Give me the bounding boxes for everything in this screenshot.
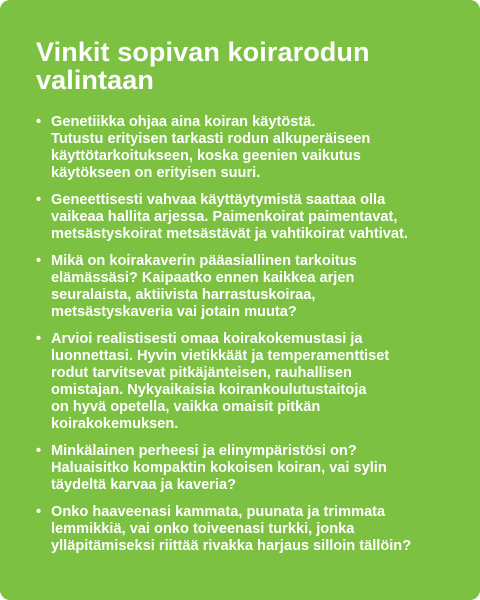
tip-text: Mikä on koirakaverin pääasiallinen tarkoitus elämässäsi? Kaipaatko ennen kaikkea arjen seuralaista, aktiivista harrastuskoiraa, metsästyskaveria vai jotain muuta?	[51, 253, 357, 320]
bullet-marker: •	[36, 192, 42, 208]
bullet-marker: •	[36, 504, 42, 520]
card-title: Vinkit sopivan koirarodun valintaan	[36, 37, 370, 95]
bullet-marker: •	[36, 114, 42, 130]
tip-item	[36, 253, 456, 321]
tip-text: Onko haaveenasi kammata, puunata ja trimmata lemmikkiä, vai onko toiveenasi turkki, jonka ylläpitämiseksi riittää rivakka harjaus silloin tällöin?	[51, 504, 412, 554]
bullet-marker: •	[36, 253, 42, 269]
tip-text: Genetiikka ohjaa aina koiran käytöstä. Tutustu erityisen tarkasti rodun alkuperäiseen käyttötarkoitukseen, koska geenien vaikutus käytökseen on erityisen suuri.	[51, 114, 371, 181]
tip-item	[36, 331, 456, 433]
bullet-marker: •	[36, 443, 42, 459]
tip-text: Arvioi realistisesti omaa koirakokemustasi ja luonnettasi. Hyvin vietikkäät ja temperamenttiset rodut tarvitsevat pitkäjänteisen, rauhallisen omistajan. Nykyaikaisia koirankoulutustaitoja on hyvä opetella, vaikka omaisit pitkän koirakokemuksen.	[51, 331, 390, 432]
bullet-marker: •	[36, 331, 42, 347]
tips-list	[36, 114, 456, 555]
tip-item	[36, 443, 456, 494]
tip-item	[36, 504, 456, 555]
tip-item	[36, 114, 456, 182]
tip-text: Geneettisesti vahvaa käyttäytymistä saattaa olla vaikeaa hallita arjessa. Paimenkoirat paimentavat, metsästyskoirat metsästävät ja vahtikoirat vahtivat.	[51, 192, 408, 242]
tip-text: Minkälainen perheesi ja elinympäristösi on? Haluaisitko kompaktin kokoisen koiran, vai sylin täydeltä karvaa ja kaveria?	[51, 443, 387, 493]
tip-item	[36, 192, 456, 243]
